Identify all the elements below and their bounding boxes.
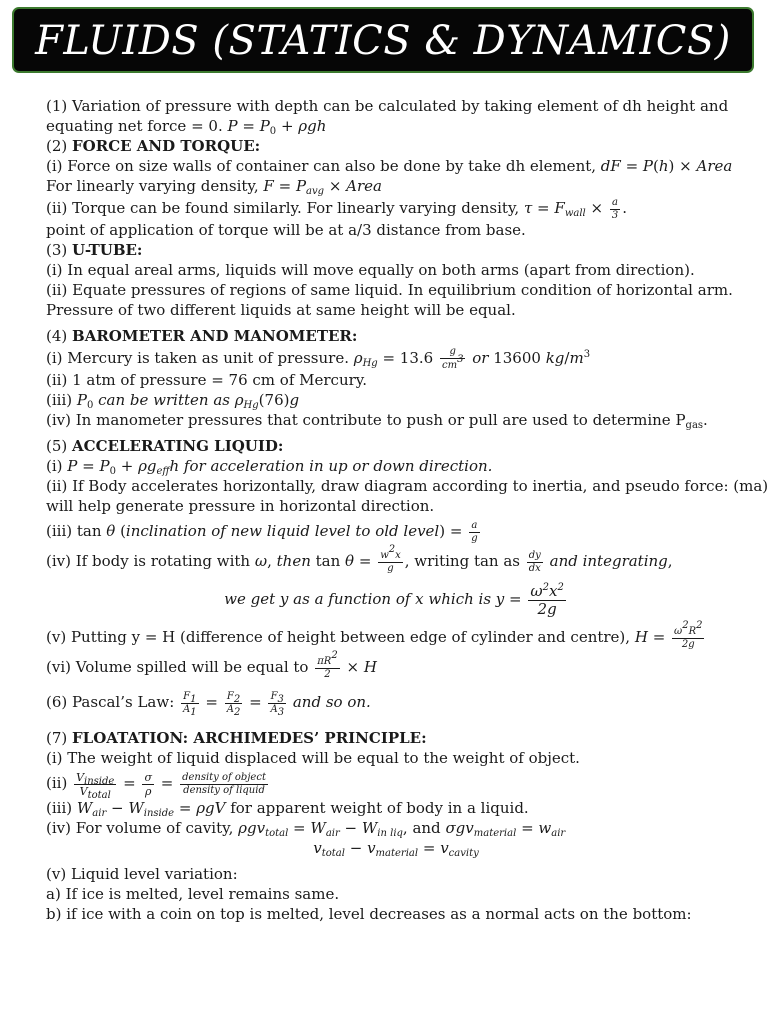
fraction: $\frac{g}{cm^3}$ [441, 346, 464, 371]
s5-line-1: (i) $P = P_0 + \rho g_{eff}h$ for acceleration in up or down direction. [46, 457, 493, 477]
fraction: $\frac{V_{inside}}{V_{total}}$ [76, 770, 115, 801]
s3-line-2: (ii) Equate pressures of regions of same liquid. In equilibrium condition of horizontal arm. [46, 281, 733, 299]
s1-line-2: equating net force = 0. $P = P_0 + \rho gh$ [46, 117, 327, 137]
fraction: $\frac{\sigma}{\rho}$ [144, 770, 152, 798]
s7-line-8: b) if ice with a coin on top is melted, level decreases as a normal acts on the bottom: [46, 905, 692, 923]
s5-line-5: (iv) If body is rotating with ω, then tan θ = $\frac{w^2x}{g}$ , writing tan as $\frac{dy}{dx}$ and integrating, [46, 544, 673, 574]
s3-line-3: Pressure of two different liquids at same height will be equal. [46, 301, 516, 319]
s3-line-1: (i) In equal areal arms, liquids will move equally on both arms (apart from direction). [46, 261, 695, 279]
s2-heading: (2) FORCE AND TORQUE: [46, 137, 261, 155]
s5-line-6: we get y as a function of x which is y = $\frac{\omega^2x^2}{2g}$ [224, 581, 564, 618]
s2-line-2: For linearly varying density, $F = P_{avg}$ × Area [46, 177, 382, 197]
s7-line-5: $v_{total} - v_{material} = v_{cavity}$ [313, 839, 479, 859]
fraction: $\frac{\omega^2x^2}{2g}$ [530, 581, 564, 618]
title-banner [12, 7, 754, 73]
fraction: $\frac{F_1}{A_1}$ [183, 690, 197, 718]
s7-line-6: (v) Liquid level variation: [46, 865, 238, 883]
s2-line-4: point of application of torque will be at a/3 distance from base. [46, 221, 526, 239]
s5-line-2: (ii) If Body accelerates horizontally, draw diagram according to inertia, and pseudo force: (ma) [46, 477, 768, 495]
s7-line-2: (ii) $\frac{V_{inside}}{V_{total}}$ = $\frac{\sigma}{\rho}$ = $\frac{\text{density of object}}{\text{density of liquid}}$ [46, 770, 266, 801]
s7-line-1: (i) The weight of liquid displaced will be equal to the weight of object. [46, 749, 580, 767]
s1-line-1: (1) Variation of pressure with depth can be calculated by taking element of dh height and [46, 97, 729, 115]
s7-line-4: (iv) For volume of cavity, $\rho gv_{total} = W_{air} - W_{in liq}$, and $\sigma gv_{material} = w_{air}$ [46, 819, 566, 839]
s6-line: (6) Pascal’s Law: $\frac{F_1}{A_1}$ = $\frac{F_2}{A_2}$ = $\frac{F_3}{A_3}$ and so on. [46, 690, 371, 718]
s3-heading: (3) U-TUBE: [46, 241, 143, 259]
s5-line-7: (v) Putting y = H (difference of height between edge of cylinder and centre), H = $\frac{\omega^2R^2}{2g}$ [46, 620, 703, 650]
s4-line-4: (iv) In manometer pressures that contribute to push or pull are used to determine $P_{gas}$. [46, 411, 708, 431]
s2-line-1: (i) Force on size walls of container can also be done by take dh element, dF = P(h) × Area [46, 157, 733, 175]
s5-line-4: (iii) tan θ (inclination of new liquid level to old level) = $\frac{a}{g}$ [46, 519, 478, 544]
s7-heading: (7) FLOATATION: ARCHIMEDES’ PRINCIPLE: [46, 729, 427, 747]
s4-heading: (4) BAROMETER AND MANOMETER: [46, 327, 358, 345]
s4-line-2: (ii) 1 atm of pressure = 76 cm of Mercury. [46, 371, 368, 389]
fraction: $\frac{w^2x}{g}$ [380, 544, 401, 574]
s7-line-3: (iii) $W_{air} - W_{inside} = \rho gV$ for apparent weight of body in a liquid. [46, 799, 529, 819]
s5-line-3: will help generate pressure in horizontal direction. [46, 497, 435, 515]
fraction: $\frac{a}{3}$ [611, 196, 619, 221]
fraction: $\frac{F_3}{A_3}$ [270, 690, 285, 718]
s2-line-3: (ii) Torque can be found similarly. For linearly varying density, $\tau = F_{wall}$ × $\frac{a}{3}$ . [46, 196, 627, 221]
s7-line-7: a) If ice is melted, level remains same. [46, 885, 340, 903]
fraction: $\frac{dy}{dx}$ [528, 549, 541, 574]
fraction: $\frac{F_2}{A_2}$ [226, 690, 241, 718]
fraction: $\frac{a}{g}$ [471, 519, 478, 544]
fraction: $\frac{\text{density of object}}{\text{density of liquid}}$ [182, 771, 266, 796]
s5-heading: (5) ACCELERATING LIQUID: [46, 437, 284, 455]
page-title: FLUIDS (STATICS & DYNAMICS) [35, 18, 731, 64]
s4-line-3: (iii) $P_0$ can be written as $\rho_{Hg}(76)g$ [46, 391, 300, 411]
fraction: $\frac{\omega^2R^2}{2g}$ [674, 620, 703, 650]
s5-line-8: (vi) Volume spilled will be equal to $\frac{\pi R^2}{2}$ × H [46, 650, 377, 680]
notes-body [46, 96, 768, 924]
s4-line-1: (i) Mercury is taken as unit of pressure. $\rho_{Hg} = 13.6$ $\frac{g}{cm^3}$ or 13600 $kg/m^3$ [46, 346, 591, 371]
fraction: $\frac{\pi R^2}{2}$ [317, 650, 338, 680]
